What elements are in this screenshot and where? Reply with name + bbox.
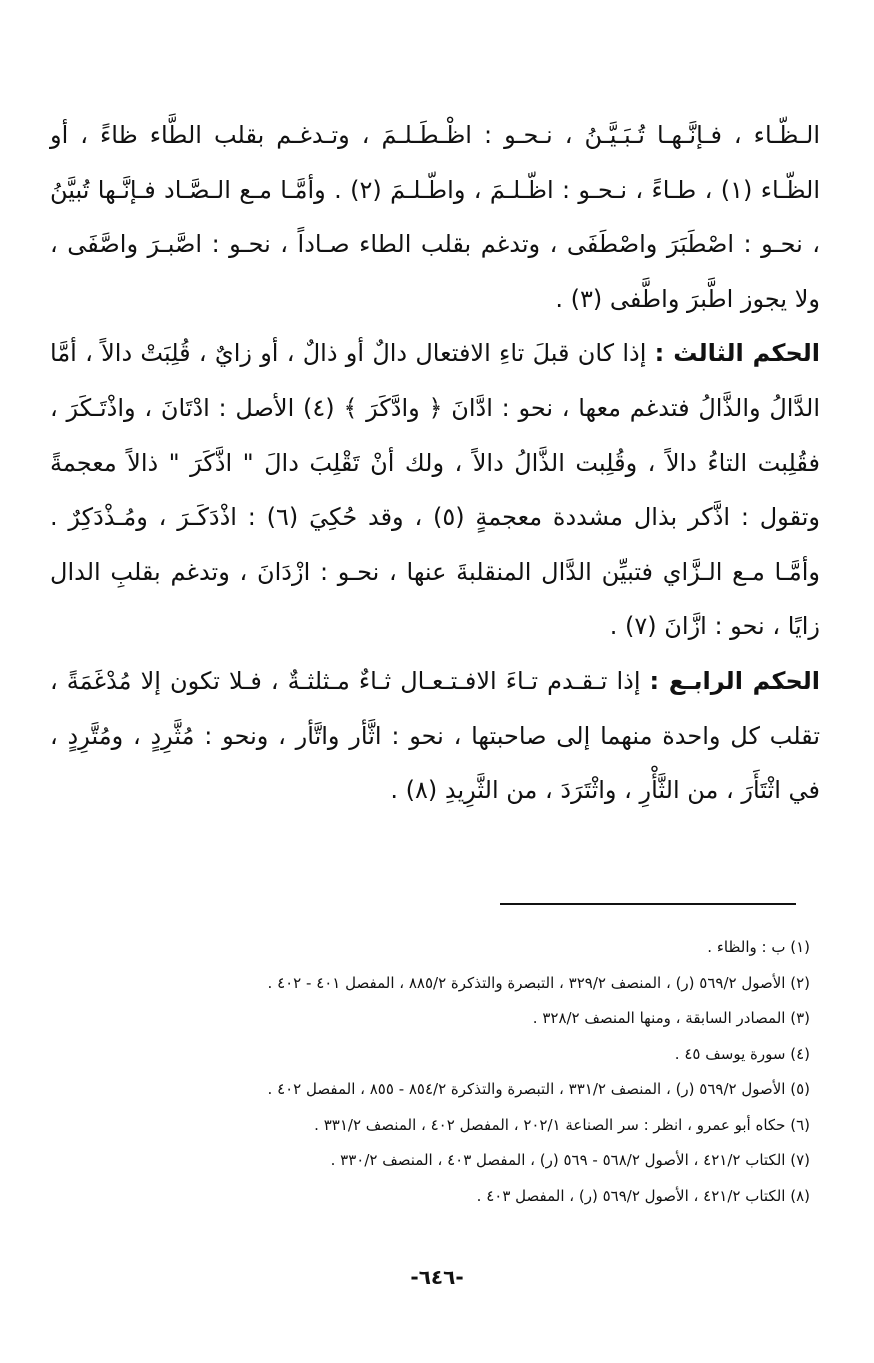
paragraph [50,654,820,818]
footnote: (٧) الكتاب ٤٢١/٢ ، الأصول ٥٦٨/٢ - ٥٦٩ (ر) ، المفصل ٤٠٣ ، المنصف ٣٣٠/٢ . [330,1151,810,1169]
paragraph [50,326,820,654]
footnote: (٨) الكتاب ٤٢١/٢ ، الأصول ٥٦٩/٢ (ر) ، المفصل ٤٠٣ . [476,1186,810,1205]
paragraph-text: إذا كان قبلَ تاءِ الافتعال دالٌ أو ذالٌ ، أو زايٌ ، قُلِبَتْ دالاً ، أمَّا الدَّالُ والذَّالُ فتدغم معها ، نحو : ادَّانَ ﴿ وادَّكَرَ ﴾ (٤) الأصل : ادْتَانَ ، واذْتَـكَرَ ، فقُلِبت التاءُ دالاً ، وقُلِبت الذَّالُ دالاً ، ولك أنْ تَقْلِبَ دالَ " اذَّكَرَ " ذالاً معجمةً وتقول : اذَّكر بذال مشددة معجمةٍ (٥) ، وقد حُكِيَ (٦) : اذْدَكَـرَ ، ومُـذْدَكِرٌ . وأمَّـا مـع الـزَّاي فتبيِّن الدَّال المنقلبةَ عنها ، نحـو : ازْدَانَ ، وتدغم بقلبِ الدال زايًا ، نحو : ازَّانَ (٧) . [50,339,821,641]
page-number: -٦٤٦- [410,1265,464,1289]
paragraph-heading: الحكم الرابـع : [649,666,820,695]
footnote: (٦) حكاه أبو عمرو ، انظر : سر الصناعة ٢٠٢/١ ، المفصل ٤٠٢ ، المنصف ٣٣١/٢ . [314,1115,810,1134]
footnote: (٣) المصادر السابقة ، ومنها المنصف ٣٢٨/٢ . [532,1009,810,1027]
footnote: (٢) الأصول ٥٦٩/٢ (ر) ، المنصف ٣٢٩/٢ ، التبصرة والتذكرة ٨٨٥/٢ ، المفصل ٤٠١ - ٤٠٢ . [267,973,810,992]
footnotes [60,930,810,1214]
footnote-divider [500,903,796,905]
paragraph-text: إذا تـقـدم تـاءَ الافـتـعـال ثـاءٌ مـثلثـةٌ ، فـلا تكون إلا مُدْغَمَةً ، تقلب كل واحدة منهما إلى صاحبتها ، نحو : اثَّأر واتَّأر ، ونحو : مُثَّرِدٍ ، ومُتَّرِدٍ ، في اثْتَأَرَ ، من الثَّأْرِ ، واثْتَرَدَ ، من الثَّرِيدِ (٨) . [50,666,820,805]
main-text [50,108,820,818]
paragraph-heading: الحكم الثالث : [654,339,820,368]
footnote: (١) ب : والظاء . [707,938,810,956]
paragraph [50,108,820,326]
footnote: (٥) الأصول ٥٦٩/٢ (ر) ، المنصف ٣٣١/٢ ، التبصرة والتذكرة ٨٥٤/٢ - ٨٥٥ ، المفصل ٤٠٢ . [267,1080,810,1098]
paragraph-text: الـظّـاء ، فـإنَّـهـا تُـبَـيَّـنُ ، نـحـو : اظْـطَـلـمَ ، وتـدغـم بقلب الطَّاء ظاءً ، أو الظّـاء (١) ، طـاءً ، نـحـو : اظّـلـمَ ، واطّـلـمَ (٢) . وأمَّـا مـع الـصَّـاد فـإنَّـها تُبيَّنُ ، نحـو : اصْطَبَرَ واصْطَفَى ، وتدغم بقلب الطاء صـاداً ، نحـو : اصَّبـرَ واصَّفَى ، ولا يجوز اطَّبرَ واطَّفى (٣) . [50,121,820,313]
footnote: (٤) سورة يوسف ٤٥ . [674,1044,810,1063]
